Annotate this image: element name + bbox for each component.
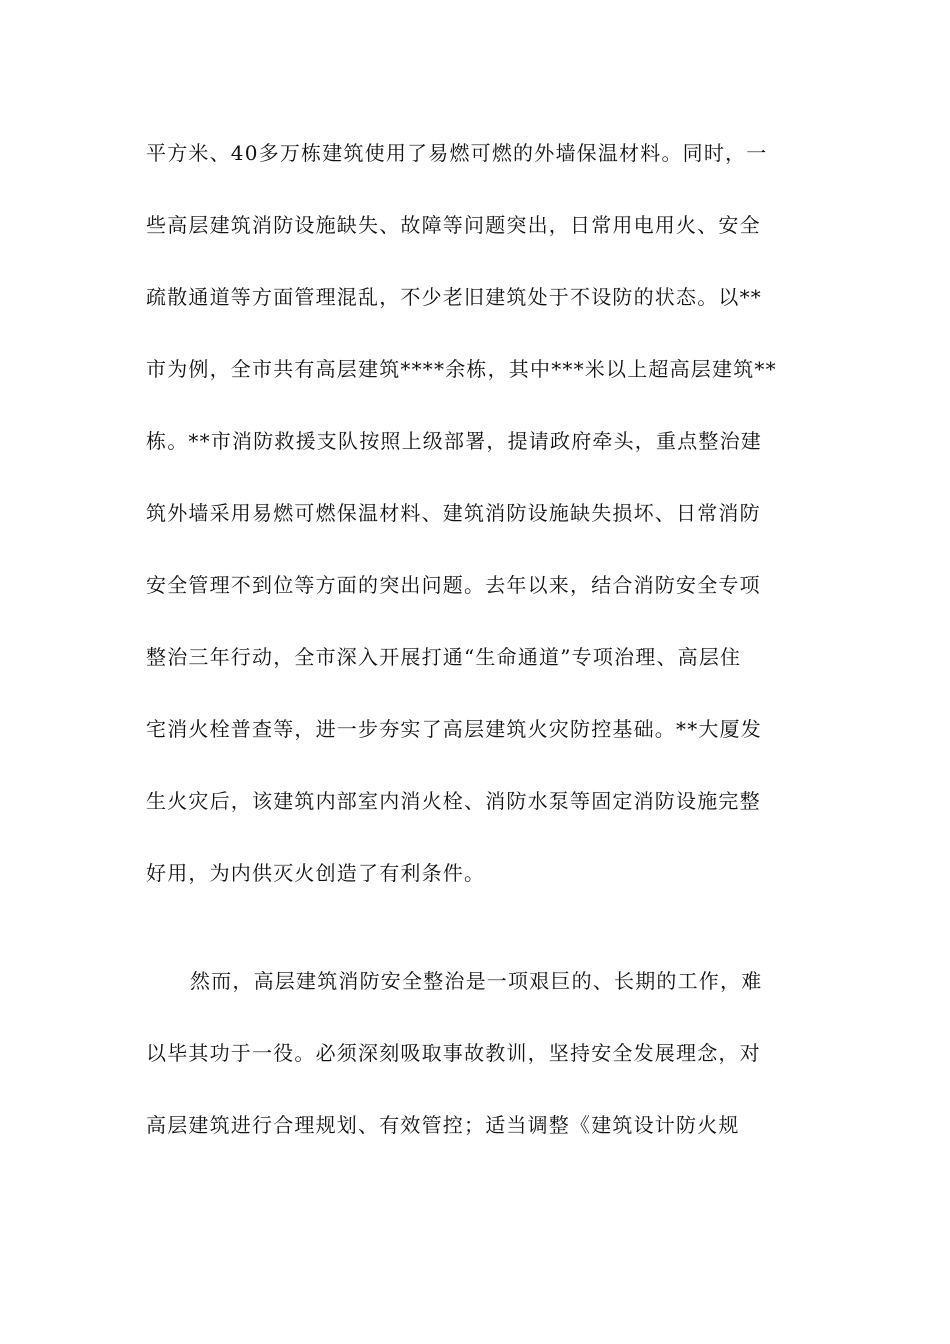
paragraph-line: 安全管理不到位等方面的突出问题。去年以来，结合消防安全专项 <box>146 573 761 597</box>
paragraph-line: 然而，高层建筑消防安全整治是一项艰巨的、长期的工作，难 <box>190 969 763 993</box>
paragraph-line: 市为例，全市共有高层建筑****余栋，其中***米以上超高层建筑** <box>146 357 777 381</box>
paragraph-line: 栋。**市消防救援支队按照上级部署，提请政府牵头，重点整治建 <box>146 429 762 453</box>
paragraph-line: 平方米、40多万栋建筑使用了易燃可燃的外墙保温材料。同时，一 <box>146 141 768 165</box>
paragraph-line: 些高层建筑消防设施缺失、故障等问题突出，日常用电用火、安全 <box>146 213 761 237</box>
paragraph-line: 整治三年行动，全市深入开展打通“生命通道”专项治理、高层住 <box>146 645 742 669</box>
paragraph-line: 好用，为内供灭火创造了有利条件。 <box>146 861 486 885</box>
paragraph-line: 筑外墙采用易燃可燃保温材料、建筑消防设施缺失损坏、日常消防 <box>146 501 761 525</box>
paragraph-line: 以毕其功于一役。必须深刻吸取事故教训，坚持安全发展理念，对 <box>146 1041 761 1065</box>
paragraph-line: 宅消火栓普查等，进一步夯实了高层建筑火灾防控基础。**大厦发 <box>146 717 762 741</box>
paragraph-line: 疏散通道等方面管理混乱，不少老旧建筑处于不设防的状态。以** <box>146 285 762 309</box>
paragraph-line: 高层建筑进行合理规划、有效管控；适当调整《建筑设计防火规 <box>146 1113 740 1137</box>
paragraph-line: 生火灾后，该建筑内部室内消火栓、消防水泵等固定消防设施完整 <box>146 789 761 813</box>
